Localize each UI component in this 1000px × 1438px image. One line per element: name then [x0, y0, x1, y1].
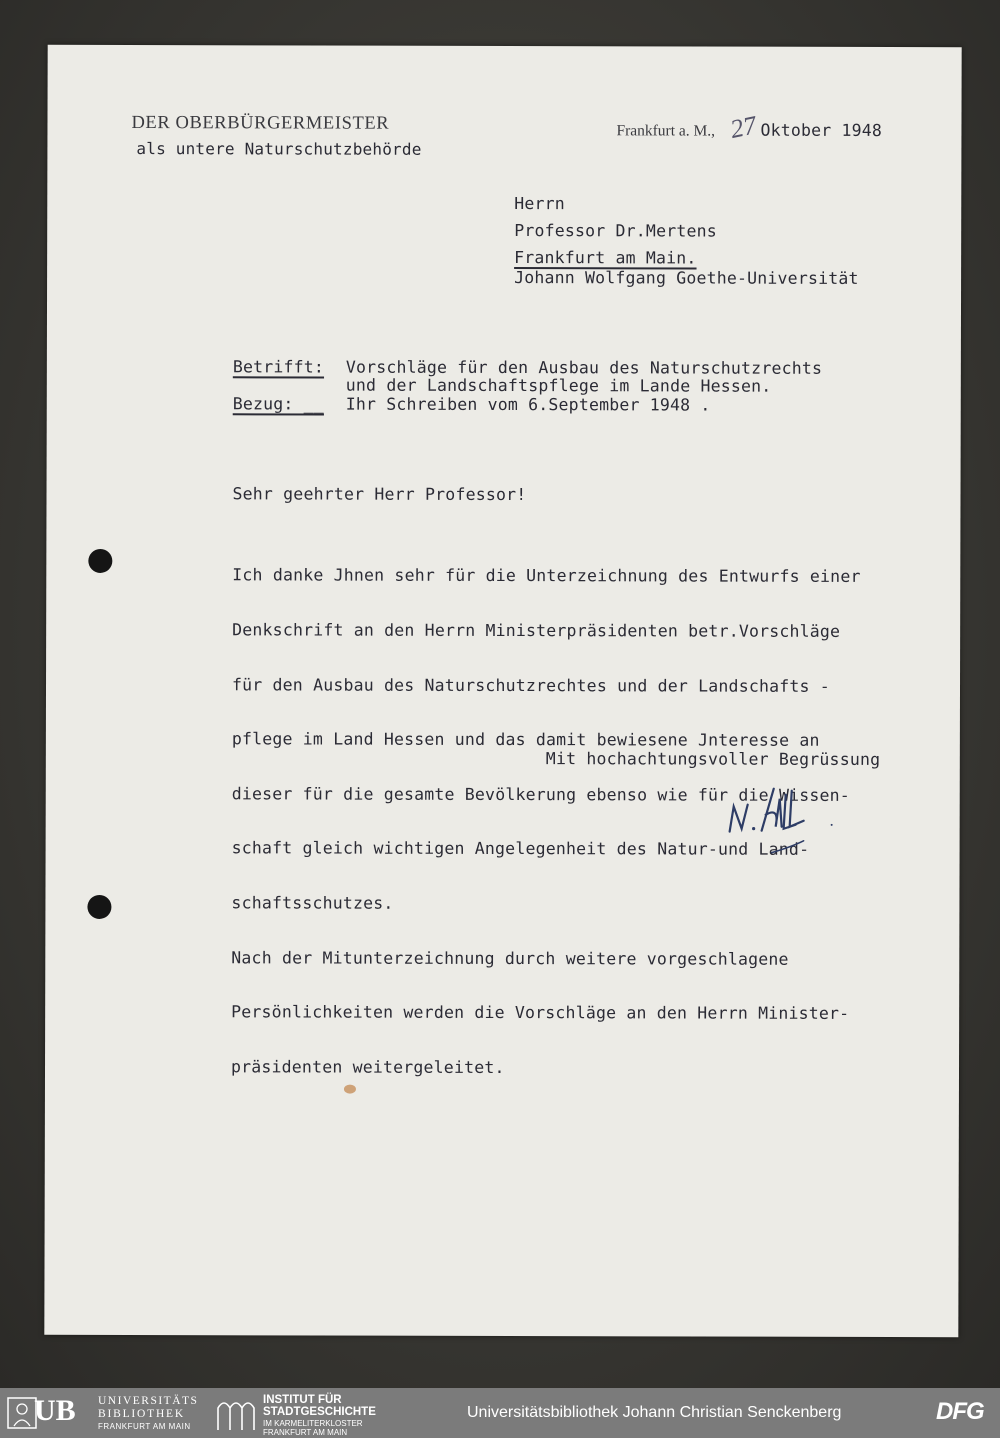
closing: Mit hochachtungsvoller Begrüssung: [545, 749, 881, 769]
body-line: Ich danke Jhnen sehr für die Unterzeichnung des Entwurfs einer: [232, 565, 861, 587]
isg-line-2: STADTGESCHICHTE: [263, 1406, 376, 1418]
subject-line-2: und der Landschaftspflege im Lande Hessen.: [345, 375, 772, 396]
date-month-year: Oktober 1948: [760, 120, 883, 140]
body-line: für den Ausbau des Naturschutzrechtes und der Landschafts -: [231, 674, 830, 696]
ub-line-1: UNIVERSITÄTS: [98, 1395, 199, 1407]
recipient-city: Frankfurt am Main.: [514, 248, 697, 268]
recipient-salutation: Herrn: [514, 194, 565, 214]
isg-line-3: IM KARMELITERKLOSTER: [263, 1419, 363, 1428]
date-day: 27: [727, 110, 760, 144]
punch-hole-top: [88, 549, 112, 573]
ub-logo: [6, 1394, 201, 1432]
body-line: Nach der Mitunterzeichnung durch weitere vorgeschlagene: [231, 947, 789, 969]
letterhead-title: DER OBERBÜRGERMEISTER: [131, 113, 390, 134]
body-line: pflege im Land Hessen und das damit bewiesene Jnteresse an: [231, 729, 820, 751]
recipient-institution: Johann Wolfgang Goethe-Universität: [514, 268, 859, 288]
isg-line-1: INSTITUT FÜR: [263, 1394, 342, 1406]
footer-bar: [0, 1388, 1000, 1438]
cloister-arches-icon: [216, 1396, 256, 1432]
body-line: schaftsschutzes.: [231, 893, 394, 913]
handwritten-signature: [722, 777, 842, 857]
footer-center-text: Universitätsbibliothek Johann Christian Senckenberg: [467, 1404, 842, 1421]
letterhead-subtitle: als untere Naturschutzbehörde: [136, 139, 422, 159]
body-line: präsidenten weitergeleitet.: [230, 1057, 505, 1077]
ub-line-2: BIBLIOTHEK: [98, 1408, 185, 1420]
punch-hole-bottom: [87, 895, 111, 919]
subject-label: Betrifft:: [232, 357, 325, 377]
body-line: Persönlichkeiten werden die Vorschläge an den Herrn Minister-: [231, 1002, 850, 1024]
body-line: dieser für die gesamte Bevölkerung ebenso wie für die Wissen-: [231, 784, 850, 805]
body-line: Denkschrift an den Herrn Ministerpräsidenten betr.Vorschläge: [232, 620, 841, 641]
date-place: Frankfurt a. M.,: [616, 122, 716, 140]
subject-line-1: Vorschläge für den Ausbau des Naturschutzrechts: [345, 357, 823, 378]
reference-label: Bezug: __: [232, 394, 324, 414]
body-line: schaft gleich wichtigen Angelegenheit des Natur-und Land-: [231, 838, 810, 860]
ub-abbr: UB: [34, 1394, 76, 1427]
greeting: Sehr geehrter Herr Professor!: [232, 484, 527, 505]
reference-text: Ihr Schreiben vom 6.September 1948 .: [345, 394, 711, 415]
letter-page: [44, 45, 961, 1337]
recipient-name: Professor Dr.Mertens: [514, 221, 717, 241]
dfg-logo: DFG: [936, 1398, 984, 1425]
isg-logo: [216, 1394, 396, 1437]
isg-line-4: FRANKFURT AM MAIN: [263, 1428, 348, 1437]
ub-line-3: FRANKFURT AM MAIN: [98, 1422, 191, 1431]
